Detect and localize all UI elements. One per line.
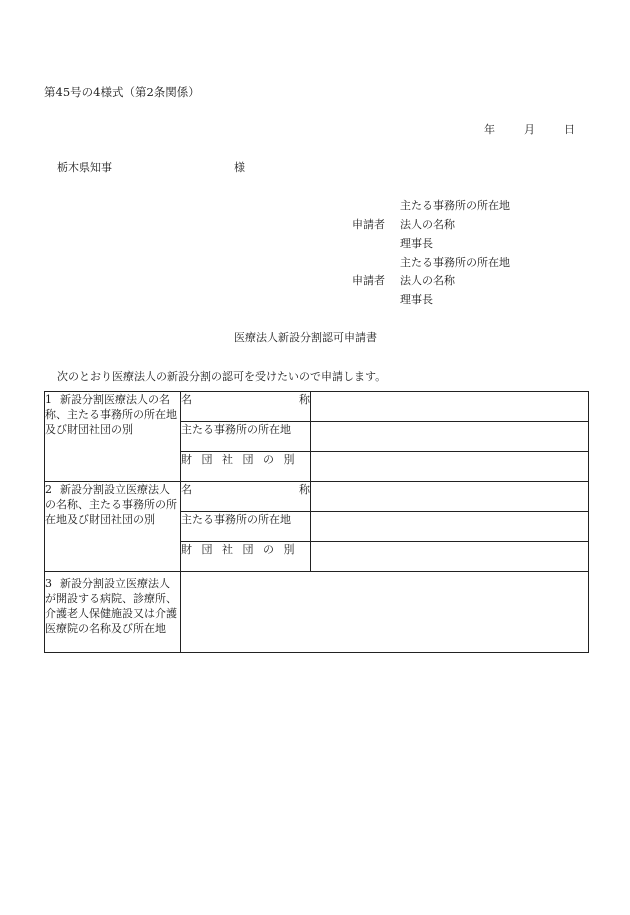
section-2-number: 2 bbox=[45, 483, 52, 496]
section-3-field[interactable] bbox=[181, 572, 589, 653]
section-1-type-field[interactable] bbox=[311, 452, 589, 482]
section-1-label-office: 主たる事務所の所在地 bbox=[181, 422, 311, 452]
section-1-name-field[interactable] bbox=[311, 392, 589, 422]
section-1-number: 1 bbox=[45, 393, 52, 406]
application-table bbox=[44, 391, 589, 653]
addressee-honorific: 様 bbox=[234, 161, 245, 174]
section-3-heading-text: 新設分割設立医療法人が開設する病院、診療所、介護老人保健施設又は介護医療院の名称及び所在地 bbox=[45, 577, 177, 635]
date-year-label: 年 bbox=[484, 123, 495, 136]
addressee-name: 栃木県知事 bbox=[57, 161, 112, 174]
applicant-1-office-label: 主たる事務所の所在地 bbox=[400, 199, 510, 212]
section-1-heading bbox=[45, 392, 181, 482]
table-row bbox=[45, 482, 589, 512]
section-1-label-type: 財団社団の別 bbox=[181, 452, 311, 482]
section-2-office-field[interactable] bbox=[311, 512, 589, 542]
section-2-label-type: 財団社団の別 bbox=[181, 542, 311, 572]
applicant-1-role: 申請者 bbox=[352, 218, 385, 231]
section-2-type-field[interactable] bbox=[311, 542, 589, 572]
applicant-2-office-label: 主たる事務所の所在地 bbox=[400, 256, 510, 269]
table-row bbox=[45, 392, 589, 422]
document-title: 医療法人新設分割認可申請書 bbox=[234, 331, 377, 344]
section-2-heading-text: 新設分割設立医療法人の名称、主たる事務所の所在地及び財団社団の別 bbox=[45, 483, 177, 526]
applicant-1-chair-label: 理事長 bbox=[400, 237, 433, 250]
intro-text: 次のとおり医療法人の新設分割の認可を受けたいので申請します。 bbox=[57, 370, 387, 383]
section-1-office-field[interactable] bbox=[311, 422, 589, 452]
section-3-heading bbox=[45, 572, 181, 653]
section-3-number: 3 bbox=[45, 577, 52, 590]
applicant-1-corp-name-label: 法人の名称 bbox=[400, 218, 455, 231]
applicant-2-role: 申請者 bbox=[352, 274, 385, 287]
table-row bbox=[45, 572, 589, 653]
form-number: 第45号の4様式（第2条関係） bbox=[44, 85, 200, 99]
section-1-label-name: 名称 bbox=[181, 392, 311, 422]
section-2-name-field[interactable] bbox=[311, 482, 589, 512]
section-2-heading bbox=[45, 482, 181, 572]
applicant-2-chair-label: 理事長 bbox=[400, 293, 433, 306]
date-day-label: 日 bbox=[564, 123, 575, 136]
section-1-heading-text: 新設分割医療法人の名称、主たる事務所の所在地及び財団社団の別 bbox=[45, 393, 177, 436]
date-line bbox=[484, 123, 575, 137]
applicant-2-corp-name-label: 法人の名称 bbox=[400, 274, 455, 287]
date-month-label: 月 bbox=[524, 123, 535, 136]
section-2-label-office: 主たる事務所の所在地 bbox=[181, 512, 311, 542]
section-2-label-name: 名称 bbox=[181, 482, 311, 512]
